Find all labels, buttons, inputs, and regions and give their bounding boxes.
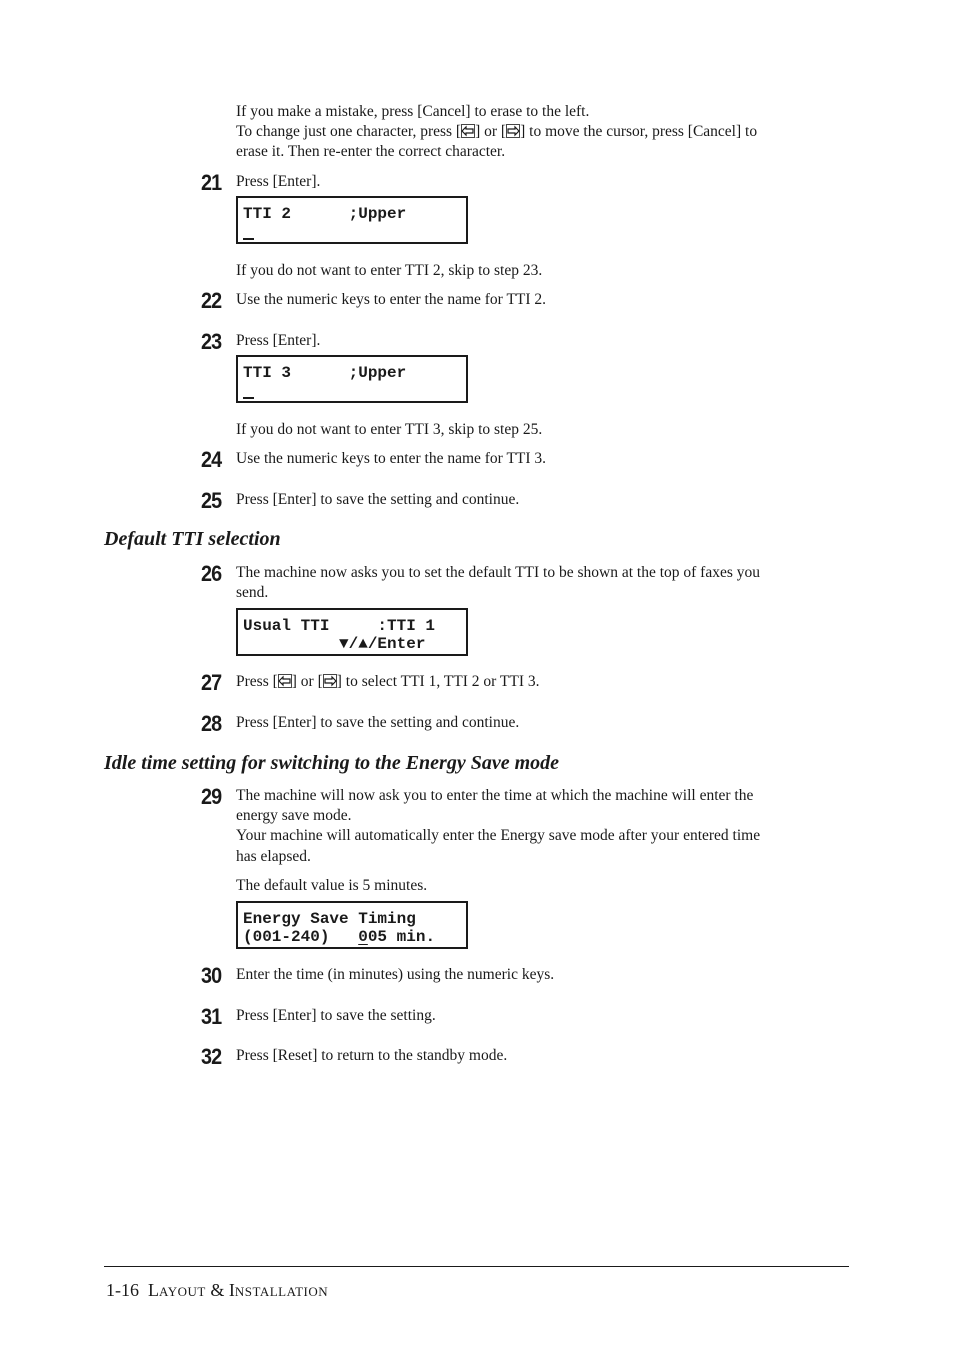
step-29-line1: The machine will now ask you to enter the time at which the machine will enter the xyxy=(236,787,754,804)
lcd-tti2-line1: TTI 2 ;Upper xyxy=(243,205,407,223)
step-29-line3: Your machine will automatically enter the Energy save mode after your entered time xyxy=(236,827,761,844)
left-arrow-key-icon xyxy=(278,674,292,688)
intro-line-2a: To change just one character, press [ xyxy=(236,123,462,140)
step-22-text: Use the numeric keys to enter the name for TTI 2. xyxy=(236,291,547,308)
right-arrow-key-icon xyxy=(506,124,520,138)
step-30-text: Enter the time (in minutes) using the numeric keys. xyxy=(236,966,555,983)
page-number: 1-16 xyxy=(106,1280,139,1300)
lcd-display-tti2 xyxy=(236,196,468,244)
step-27-mid: ] or [ xyxy=(291,673,323,690)
step-number-21: 21 xyxy=(201,170,222,195)
lcd-energy-line1: Energy Save Timing xyxy=(243,910,416,928)
section-heading-idle-time: Idle time setting for switching to the Energy Save mode xyxy=(104,752,559,774)
lcd-display-usual-tti xyxy=(236,608,468,656)
footer-title-i: I xyxy=(228,1280,235,1300)
step-31-text: Press [Enter] to save the setting. xyxy=(236,1007,436,1024)
footer-title-ayout: AYOUT xyxy=(159,1284,206,1299)
step-number-31: 31 xyxy=(201,1004,222,1029)
lcd-energy-value: 05 min. xyxy=(367,928,436,946)
intro-line-2b: ] or [ xyxy=(475,123,507,140)
step-number-22: 22 xyxy=(201,288,222,313)
step-29-line2: energy save mode. xyxy=(236,807,352,824)
intro-line-1: If you make a mistake, press [Cancel] to erase to the left. xyxy=(236,103,590,120)
step-number-27: 27 xyxy=(201,670,222,695)
left-arrow-key-icon xyxy=(461,124,475,138)
step-number-25: 25 xyxy=(201,488,222,513)
lcd-display-energy-save xyxy=(236,901,468,949)
step-29-line5: The default value is 5 minutes. xyxy=(236,877,428,894)
page-footer xyxy=(106,1279,328,1303)
footer-rule xyxy=(104,1266,849,1267)
intro-line-3: erase it. Then re-enter the correct character. xyxy=(236,143,506,160)
step-number-28: 28 xyxy=(201,711,222,736)
lcd-tti3-line1: TTI 3 ;Upper xyxy=(243,364,407,382)
step-21-text: Press [Enter]. xyxy=(236,173,321,190)
lcd-usual-line1: Usual TTI :TTI 1 xyxy=(243,617,436,635)
step-number-24: 24 xyxy=(201,447,222,472)
step-28-text: Press [Enter] to save the setting and continue. xyxy=(236,714,520,731)
note-tti3: If you do not want to enter TTI 3, skip to step 25. xyxy=(236,421,543,438)
lcd-display-tti3 xyxy=(236,355,468,403)
lcd-energy-cursor-digit: 0 xyxy=(358,928,368,946)
right-arrow-key-icon xyxy=(323,674,337,688)
step-32-text: Press [Reset] to return to the standby mode. xyxy=(236,1047,508,1064)
step-number-32: 32 xyxy=(201,1044,222,1069)
step-number-23: 23 xyxy=(201,329,222,354)
step-23-text: Press [Enter]. xyxy=(236,332,321,349)
footer-title-l: L xyxy=(148,1280,159,1300)
lcd-usual-line2: ▼/▲/Enter xyxy=(243,635,426,653)
intro-line-2c: ] to move the cursor, press [Cancel] to xyxy=(520,123,758,140)
step-number-30: 30 xyxy=(201,963,222,988)
footer-title-amp: & xyxy=(205,1280,229,1300)
lcd-energy-line2 xyxy=(243,928,435,946)
step-number-26: 26 xyxy=(201,561,222,586)
lcd-energy-range: (001-240) xyxy=(243,928,359,946)
step-27-pre: Press [ xyxy=(236,673,278,690)
lcd-cursor xyxy=(243,397,254,399)
step-number-29: 29 xyxy=(201,784,222,809)
lcd-cursor xyxy=(243,238,254,240)
intro-line-2 xyxy=(236,122,757,142)
step-25-text: Press [Enter] to save the setting and continue. xyxy=(236,491,520,508)
step-24-text: Use the numeric keys to enter the name for TTI 3. xyxy=(236,450,547,467)
section-heading-default-tti: Default TTI selection xyxy=(104,528,281,550)
step-26-line2: send. xyxy=(236,584,269,601)
step-26-line1: The machine now asks you to set the default TTI to be shown at the top of faxes you xyxy=(236,564,761,581)
footer-title-nstallation: NSTALLATION xyxy=(234,1284,329,1299)
step-27-post: ] to select TTI 1, TTI 2 or TTI 3. xyxy=(336,673,540,690)
step-29-line4: has elapsed. xyxy=(236,848,311,865)
note-tti2: If you do not want to enter TTI 2, skip to step 23. xyxy=(236,262,543,279)
step-27-text xyxy=(236,672,540,692)
